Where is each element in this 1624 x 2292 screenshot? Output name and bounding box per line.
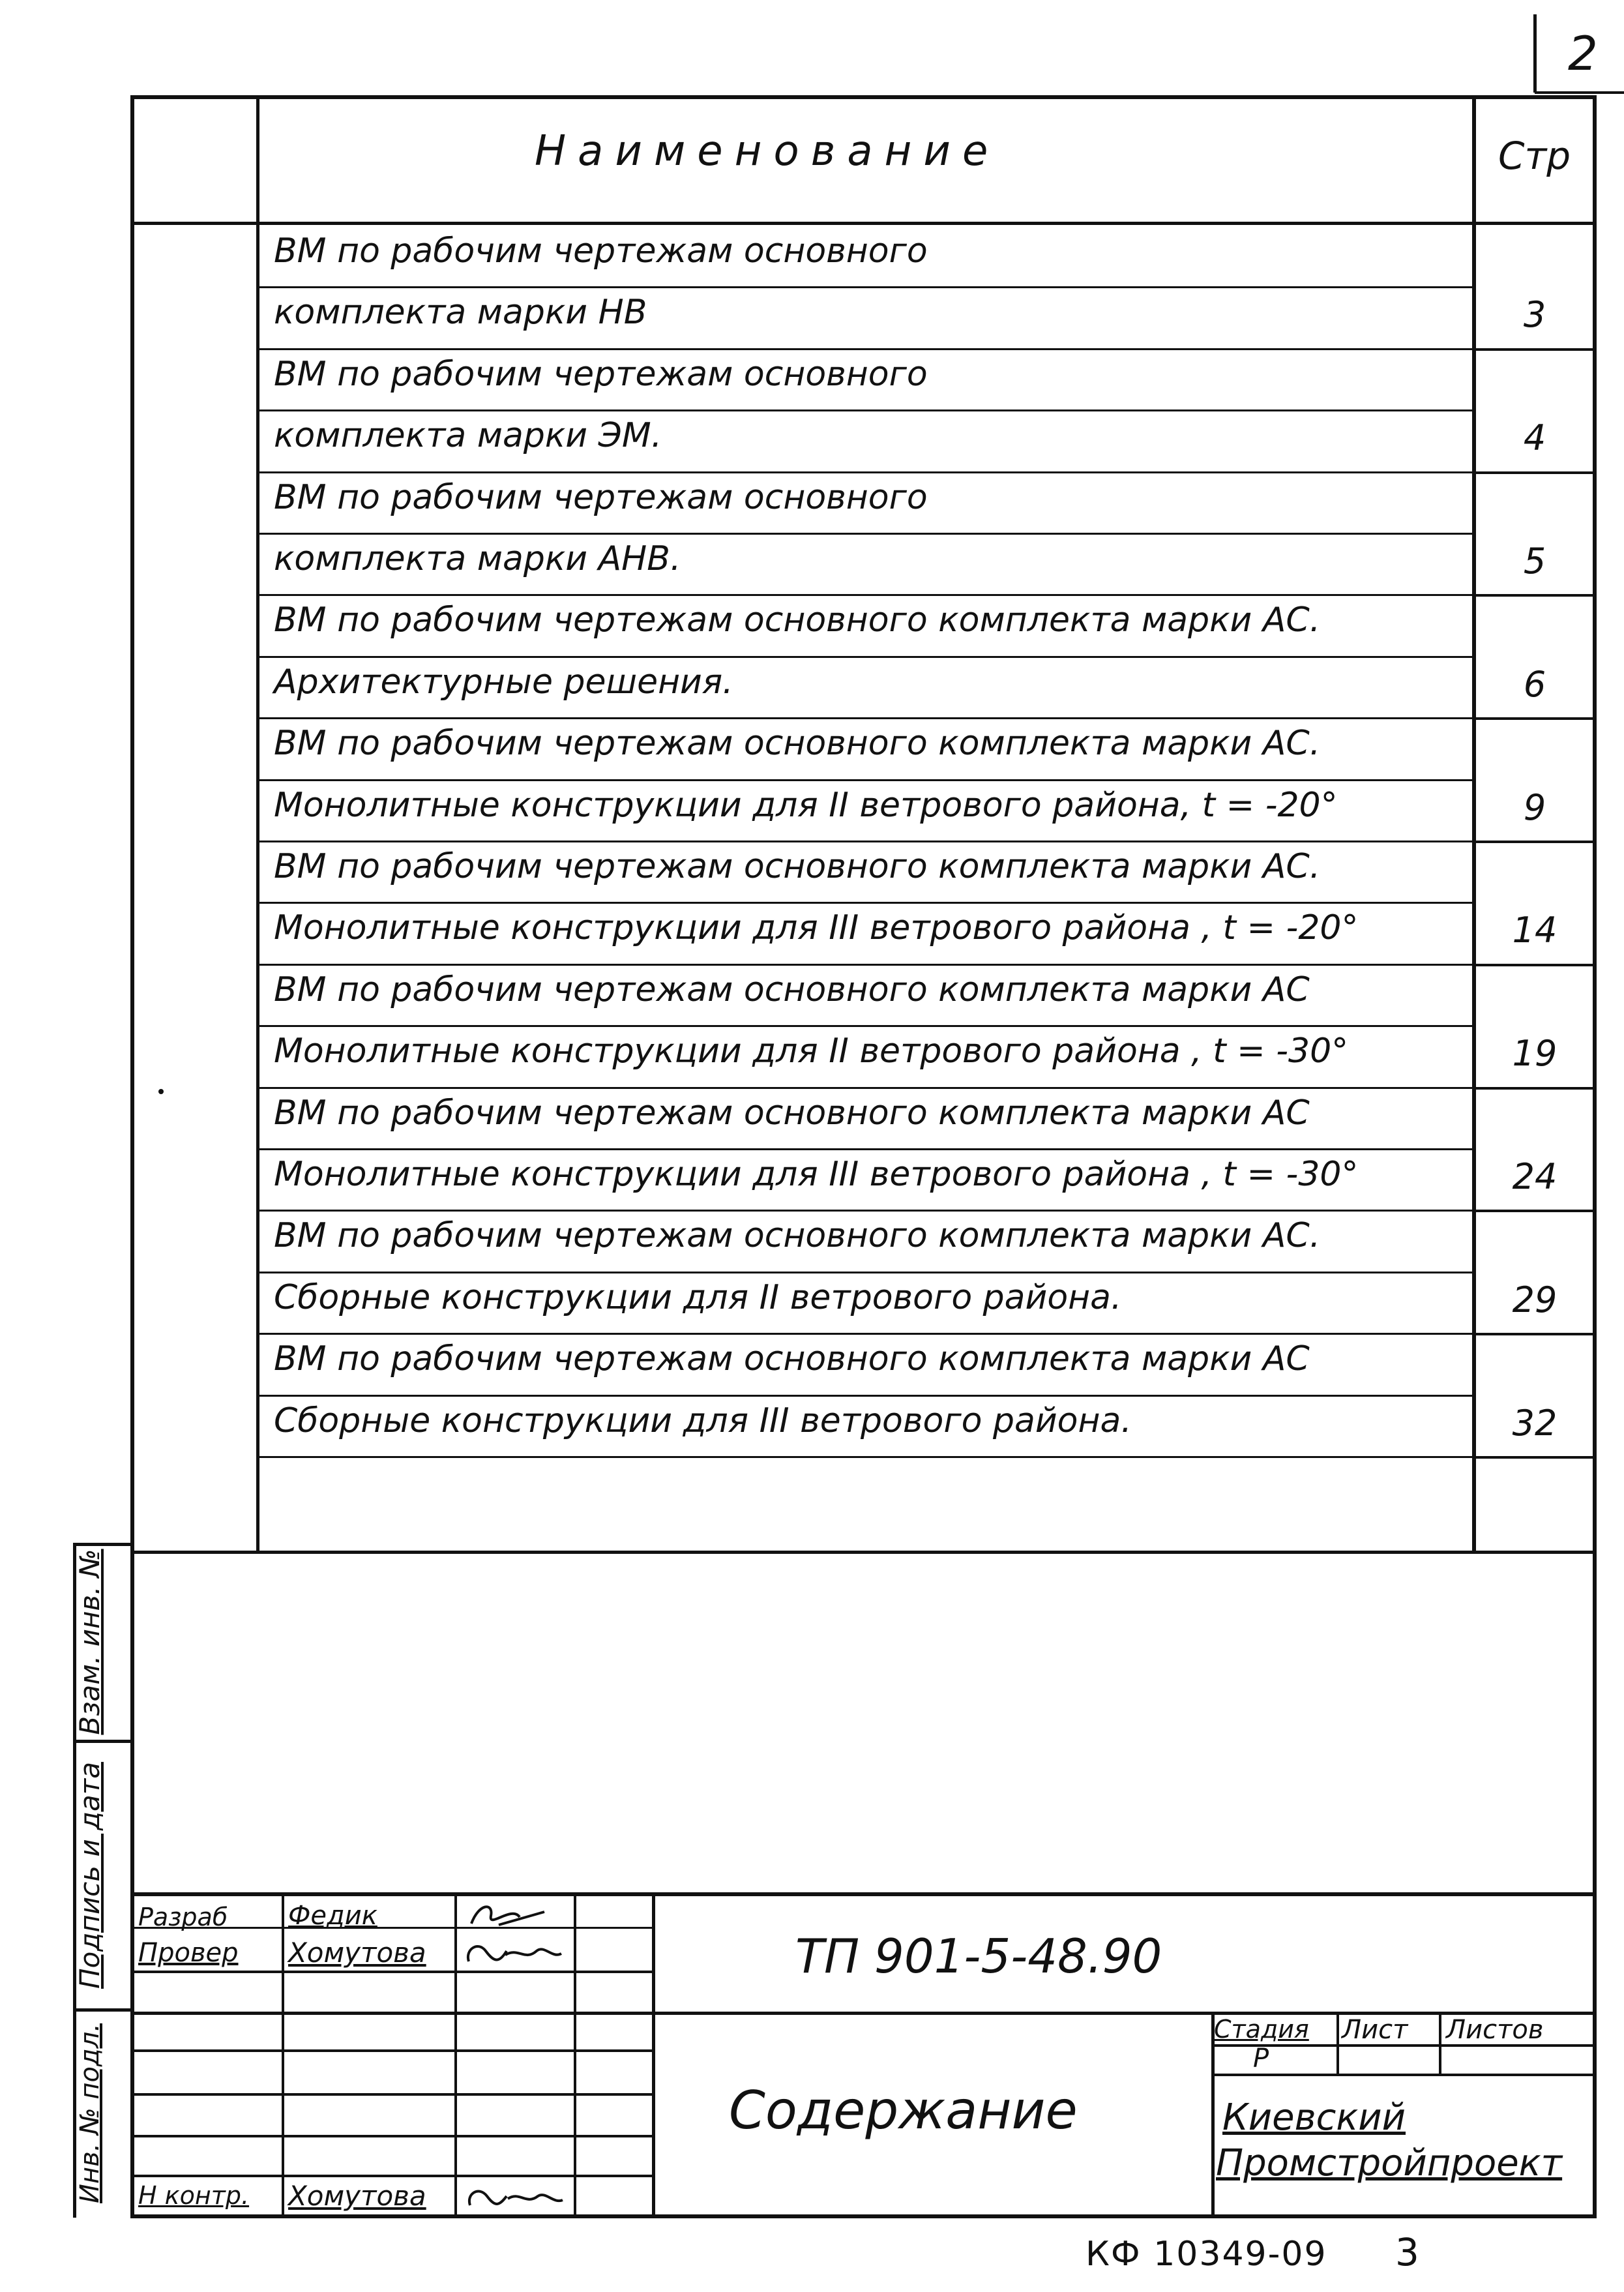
contents-row-line: [256, 964, 1474, 966]
tb-h-c: [130, 2049, 655, 2052]
header-name-column: Наименование: [535, 127, 1000, 175]
contents-row-page: 29: [1512, 1279, 1558, 1320]
contents-row-text: ВМ по рабочим чертежам основного комплекта марки АС.: [274, 724, 1321, 764]
contents-row-text: ВМ по рабочим чертежам основного комплекта марки АС.: [274, 601, 1321, 640]
tb-v1: [282, 1892, 284, 2218]
contents-page-cell-line: [1472, 1456, 1596, 1459]
contents-row-line: [256, 348, 1474, 350]
contents-row-line: [256, 717, 1474, 719]
contents-row-page: 3: [1523, 294, 1546, 336]
frame-left: [130, 95, 134, 2218]
contents-row-page: 5: [1523, 541, 1546, 582]
tb-h-f: [130, 2175, 655, 2177]
contents-page-cell-line: [1472, 471, 1596, 474]
tb-h-e: [130, 2135, 655, 2137]
contents-page-cell-line: [1472, 594, 1596, 597]
sheet-title: Содержание: [729, 2080, 1078, 2141]
contents-page-cell-line: [1472, 964, 1596, 966]
contents-row-text: комплекта марки НВ: [274, 293, 647, 333]
side-label-inv-num: Инв. № подл.: [75, 2023, 105, 2203]
sheet-number: 2: [1568, 26, 1598, 81]
sheets-label: Листов: [1446, 2015, 1544, 2045]
razrab-name: Федик: [288, 1901, 377, 1931]
nkontr-name: Хомутова: [288, 2180, 426, 2212]
contents-row-page: 6: [1523, 663, 1546, 705]
side-box-div2: [73, 2008, 133, 2012]
contents-page-cell-line: [1472, 717, 1596, 720]
org-name-line2: Промстройпроект: [1216, 2142, 1563, 2184]
contents-row-text: Монолитные конструкции для II ветрового района, t = -20°: [274, 785, 1338, 825]
sheet-number-divider: [1533, 14, 1537, 93]
header-bottom-line: [130, 222, 1596, 225]
contents-row-text: Сборные конструкции для II ветрового района.: [274, 1277, 1122, 1317]
contents-row-line: [256, 533, 1474, 535]
header-page-column: Стр: [1498, 134, 1571, 178]
tb-v4: [652, 1892, 655, 2218]
contents-row-text: ВМ по рабочим чертежам основного комплекта марки АС: [274, 1339, 1310, 1379]
contents-row-line: [256, 656, 1474, 658]
contents-row-page: 24: [1512, 1156, 1558, 1197]
contents-row-line: [256, 1272, 1474, 1273]
stray-dot: [158, 1089, 164, 1094]
archive-code: КФ 10349-09: [1085, 2235, 1327, 2274]
contents-row-line: [256, 1456, 1474, 1458]
frame-bottom: [130, 2214, 1597, 2218]
contents-row-page: 32: [1512, 1402, 1558, 1444]
contents-row-text: ВМ по рабочим чертежам основного комплекта марки АС.: [274, 847, 1321, 886]
sheet-number-underline: [1535, 91, 1624, 94]
contents-row-text: ВМ по рабочим чертежам основного комплекта марки АС: [274, 970, 1310, 1009]
contents-row-line: [256, 286, 1474, 288]
contents-page-cell-line: [1472, 348, 1596, 351]
contents-row-line: [256, 902, 1474, 904]
contents-row-text: ВМ по рабочим чертежам основного: [274, 231, 928, 271]
doc-code: ТП 901-5-48.90: [795, 1929, 1162, 1984]
contents-page-cell-line: [1472, 1333, 1596, 1335]
prover-name: Хомутова: [288, 1937, 426, 1969]
tb-v2: [454, 1892, 457, 2218]
contents-row-line: [256, 1333, 1474, 1335]
contents-row-text: Архитектурные решения.: [274, 662, 733, 702]
contents-row-page: 14: [1512, 910, 1558, 951]
tb-v6: [1336, 2012, 1339, 2076]
contents-row-text: ВМ по рабочим чертежам основного комплекта марки АС: [274, 1093, 1310, 1133]
contents-row-text: Монолитные конструкции для II ветрового района , t = -30°: [274, 1032, 1349, 1071]
tb-stage-h2: [1211, 2074, 1596, 2076]
contents-row-text: Монолитные конструкции для III ветрового района , t = -30°: [274, 1155, 1359, 1194]
contents-row-text: комплекта марки АНВ.: [274, 539, 681, 578]
contents-row-line: [256, 1025, 1474, 1027]
nkontr-label: Н контр.: [138, 2181, 250, 2210]
side-box-div1: [73, 1740, 133, 1743]
contents-row-text: ВМ по рабочим чертежам основного: [274, 477, 928, 517]
contents-page-cell-line: [1472, 841, 1596, 843]
tb-h-d: [130, 2093, 655, 2096]
contents-row-line: [256, 471, 1474, 473]
contents-row-line: [256, 1087, 1474, 1089]
razrab-label: Разраб: [138, 1903, 228, 1931]
contents-row-line: [256, 1148, 1474, 1150]
side-label-signature-date: Подпись и дата: [74, 1762, 106, 1989]
contents-page-cell-line: [1472, 1210, 1596, 1212]
contents-row-text: ВМ по рабочим чертежам основного: [274, 354, 928, 394]
contents-row-line: [256, 409, 1474, 411]
contents-row-line: [256, 1210, 1474, 1212]
tb-h-b: [130, 1971, 655, 1973]
contents-row-page: 4: [1523, 417, 1546, 459]
contents-row-line: [256, 1395, 1474, 1397]
tb-v3: [574, 1892, 576, 2218]
tb-top: [130, 1892, 1597, 1896]
org-name-line1: Киевский: [1222, 2096, 1406, 2139]
prover-signature: [460, 1931, 570, 1971]
contents-row-text: Сборные конструкции для III ветрового района.: [274, 1401, 1132, 1440]
prover-label: Провер: [138, 1938, 239, 1968]
razrab-signature: [460, 1898, 570, 1933]
nkontr-signature: [460, 2177, 570, 2212]
side-label-replace-inv: Взам. инв. №: [74, 1549, 106, 1735]
sheet-label: Лист: [1342, 2015, 1408, 2045]
contents-row-line: [256, 779, 1474, 781]
contents-row-text: комплекта марки ЭМ.: [274, 416, 662, 456]
stage-label: Стадия: [1214, 2015, 1309, 2044]
contents-row-text: ВМ по рабочим чертежам основного комплекта марки АС.: [274, 1216, 1321, 1256]
table-bottom-line: [130, 1551, 1597, 1554]
frame-top: [130, 95, 1596, 99]
stage-value: Р: [1253, 2044, 1269, 2074]
contents-row-line: [256, 594, 1474, 596]
contents-page-cell-line: [1472, 1087, 1596, 1090]
contents-row-text: Монолитные конструкции для III ветрового района , t = -20°: [274, 908, 1359, 948]
page-number: 3: [1395, 2230, 1419, 2274]
contents-row-page: 19: [1512, 1033, 1558, 1075]
tb-v7: [1439, 2012, 1441, 2076]
contents-row-page: 9: [1523, 786, 1546, 828]
contents-row-line: [256, 841, 1474, 842]
